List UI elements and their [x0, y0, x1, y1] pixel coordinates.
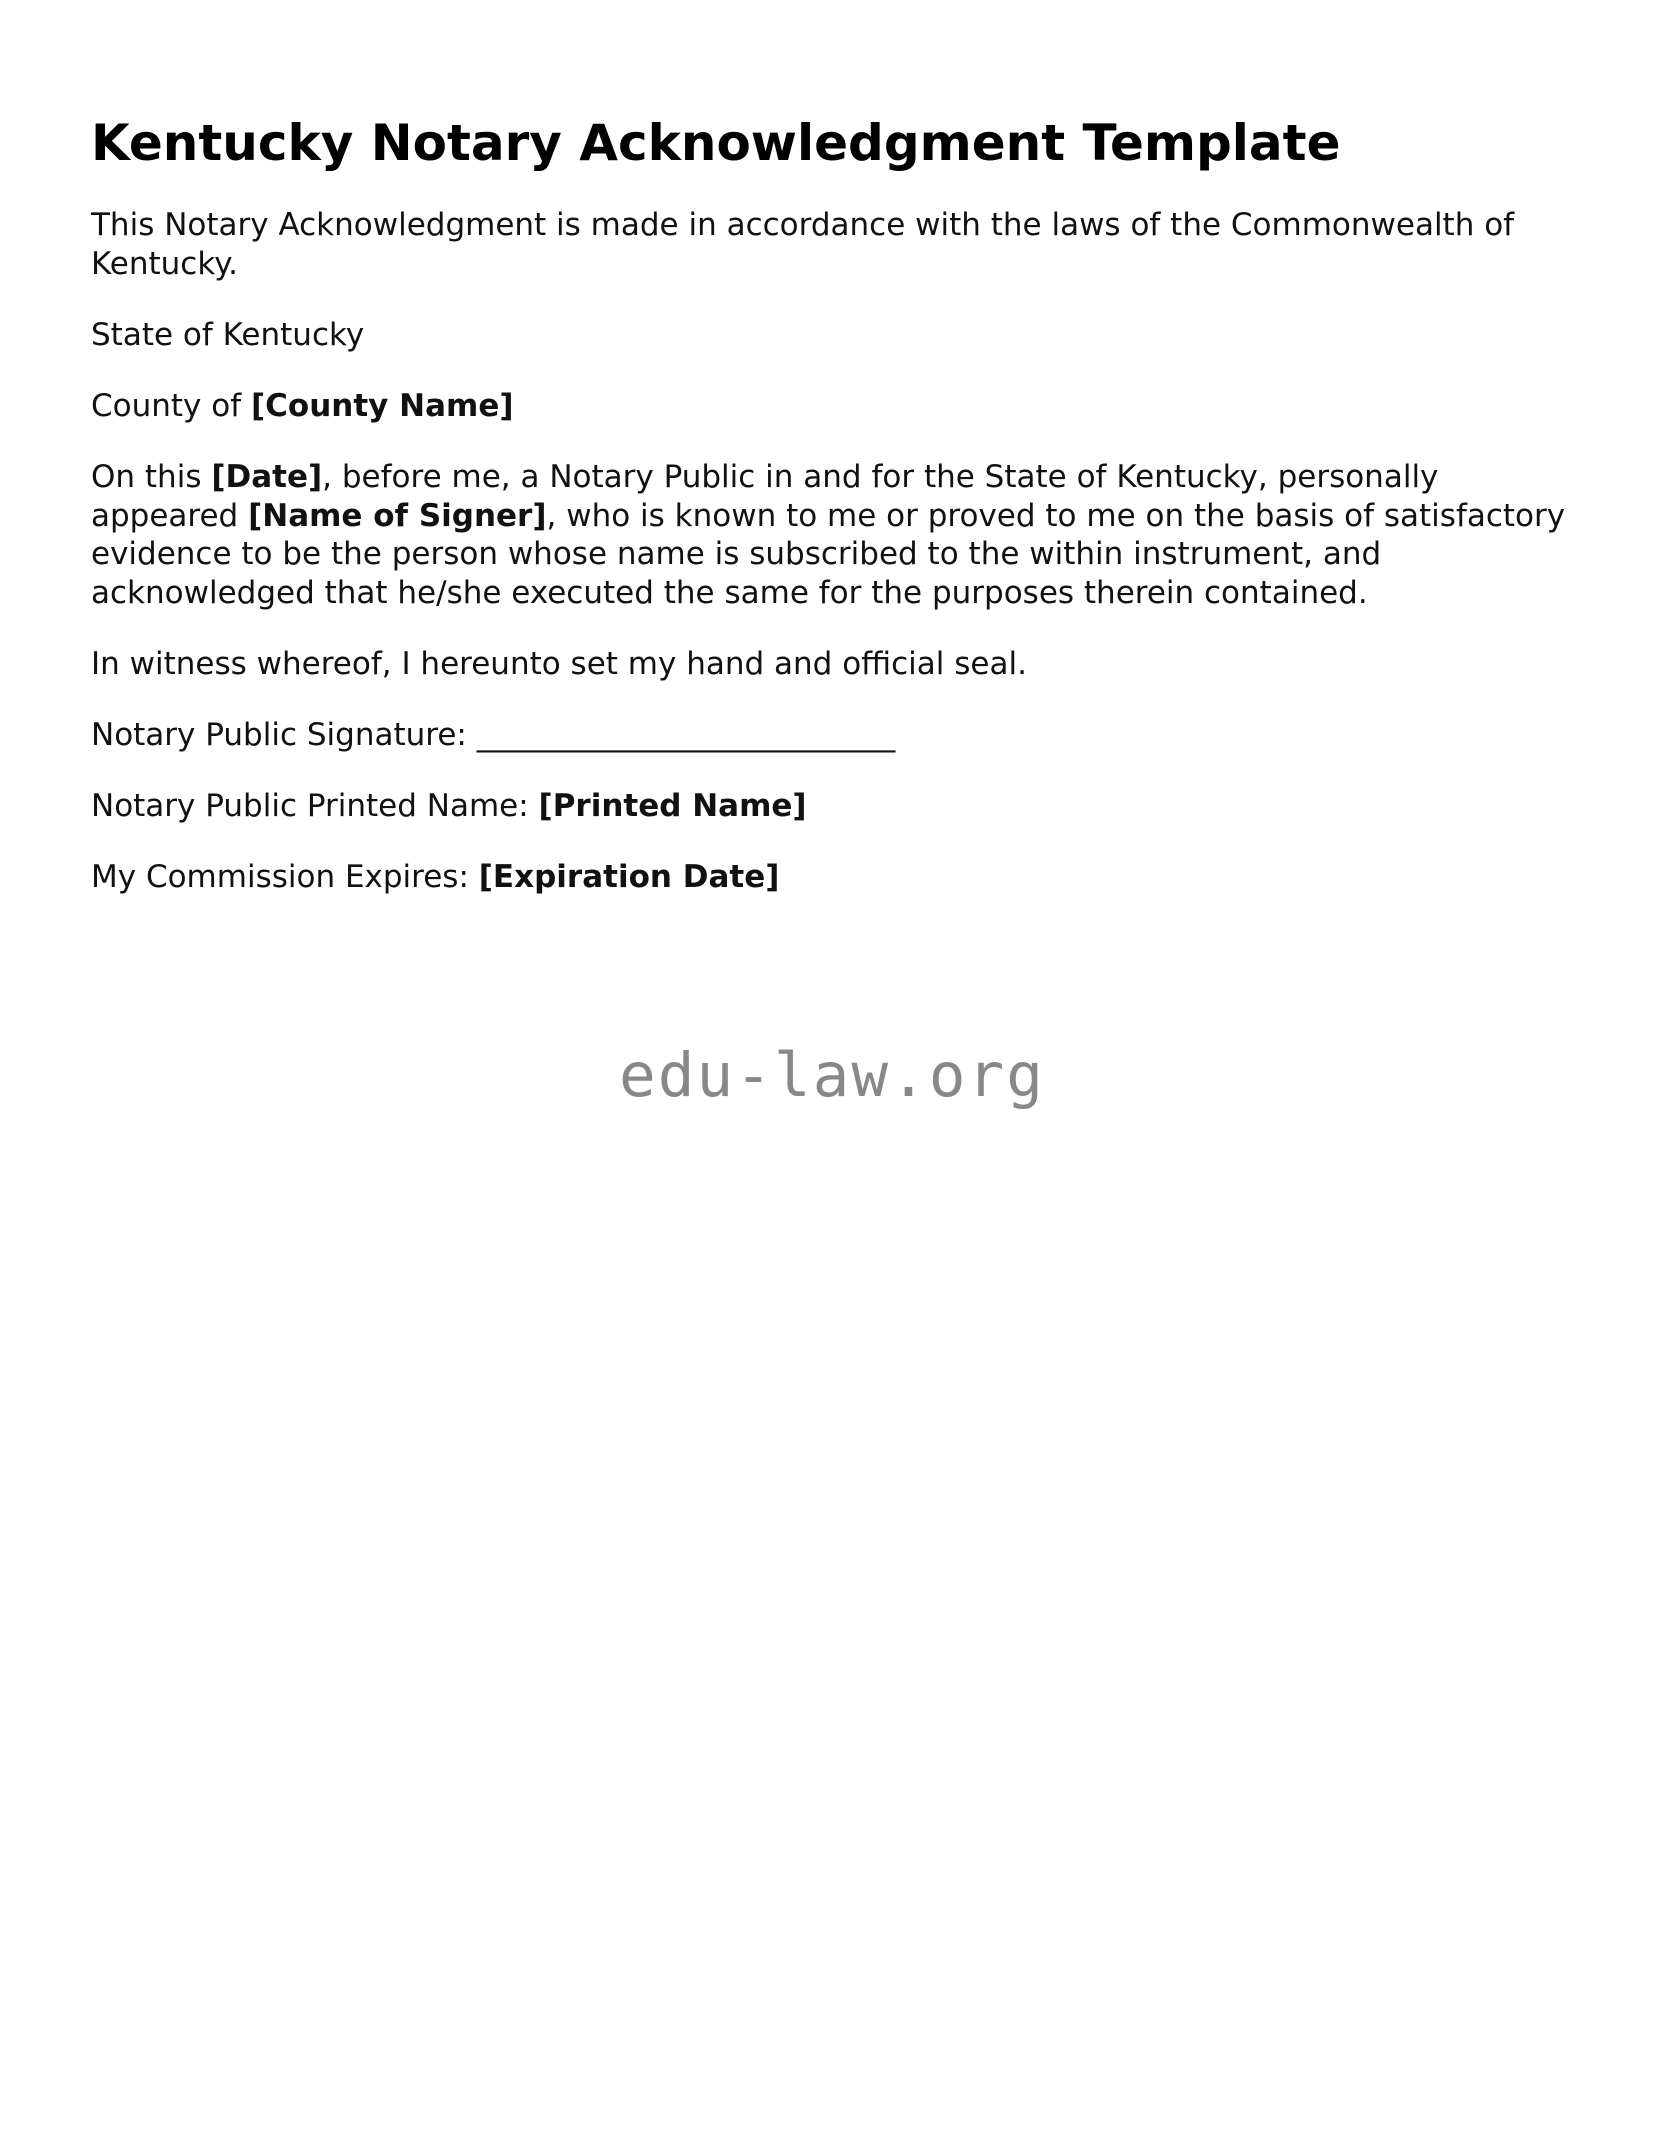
printed-name-line [91, 787, 1591, 826]
signer-placeholder: [Name of Signer] [248, 497, 547, 534]
printed-name-label: Notary Public Printed Name: [91, 787, 539, 824]
ack-text-1: On this [91, 459, 212, 495]
commission-line [91, 858, 1591, 897]
county-label: County of [91, 388, 251, 424]
state-line: State of Kentucky [91, 317, 365, 353]
document-page [91, 108, 1591, 929]
signature-blank: ___________________________ [476, 716, 896, 753]
printed-name-placeholder: [Printed Name] [538, 787, 807, 824]
document-title: Kentucky Notary Acknowledgment Template [91, 114, 1341, 172]
commission-label: My Commission Expires: [91, 858, 479, 895]
acknowledgment-paragraph [91, 458, 1591, 612]
county-line [91, 387, 1591, 426]
ack-text-3: , who is known to me or proved to me on the basis of satisfactory evidence to be the person whose name is subscribed to the within instrument, and acknowledged that he/she executed the same for the purposes therein contained. [91, 497, 1566, 611]
signature-line [91, 716, 1591, 755]
county-placeholder: [County Name] [251, 388, 514, 424]
intro-paragraph: This Notary Acknowledgment is made in accordance with the laws of the Commonwealth of Kentucky. [91, 207, 1515, 282]
signature-label: Notary Public Signature: [91, 716, 477, 753]
ack-text-2: , before me, a Notary Public in and for the State of Kentucky, personally appeared [91, 459, 1439, 534]
witness-line: In witness whereof, I hereunto set my hand and official seal. [91, 645, 1027, 682]
date-placeholder: [Date] [211, 459, 323, 495]
watermark: edu-law.org [619, 1040, 1045, 1111]
expiration-placeholder: [Expiration Date] [478, 858, 780, 895]
